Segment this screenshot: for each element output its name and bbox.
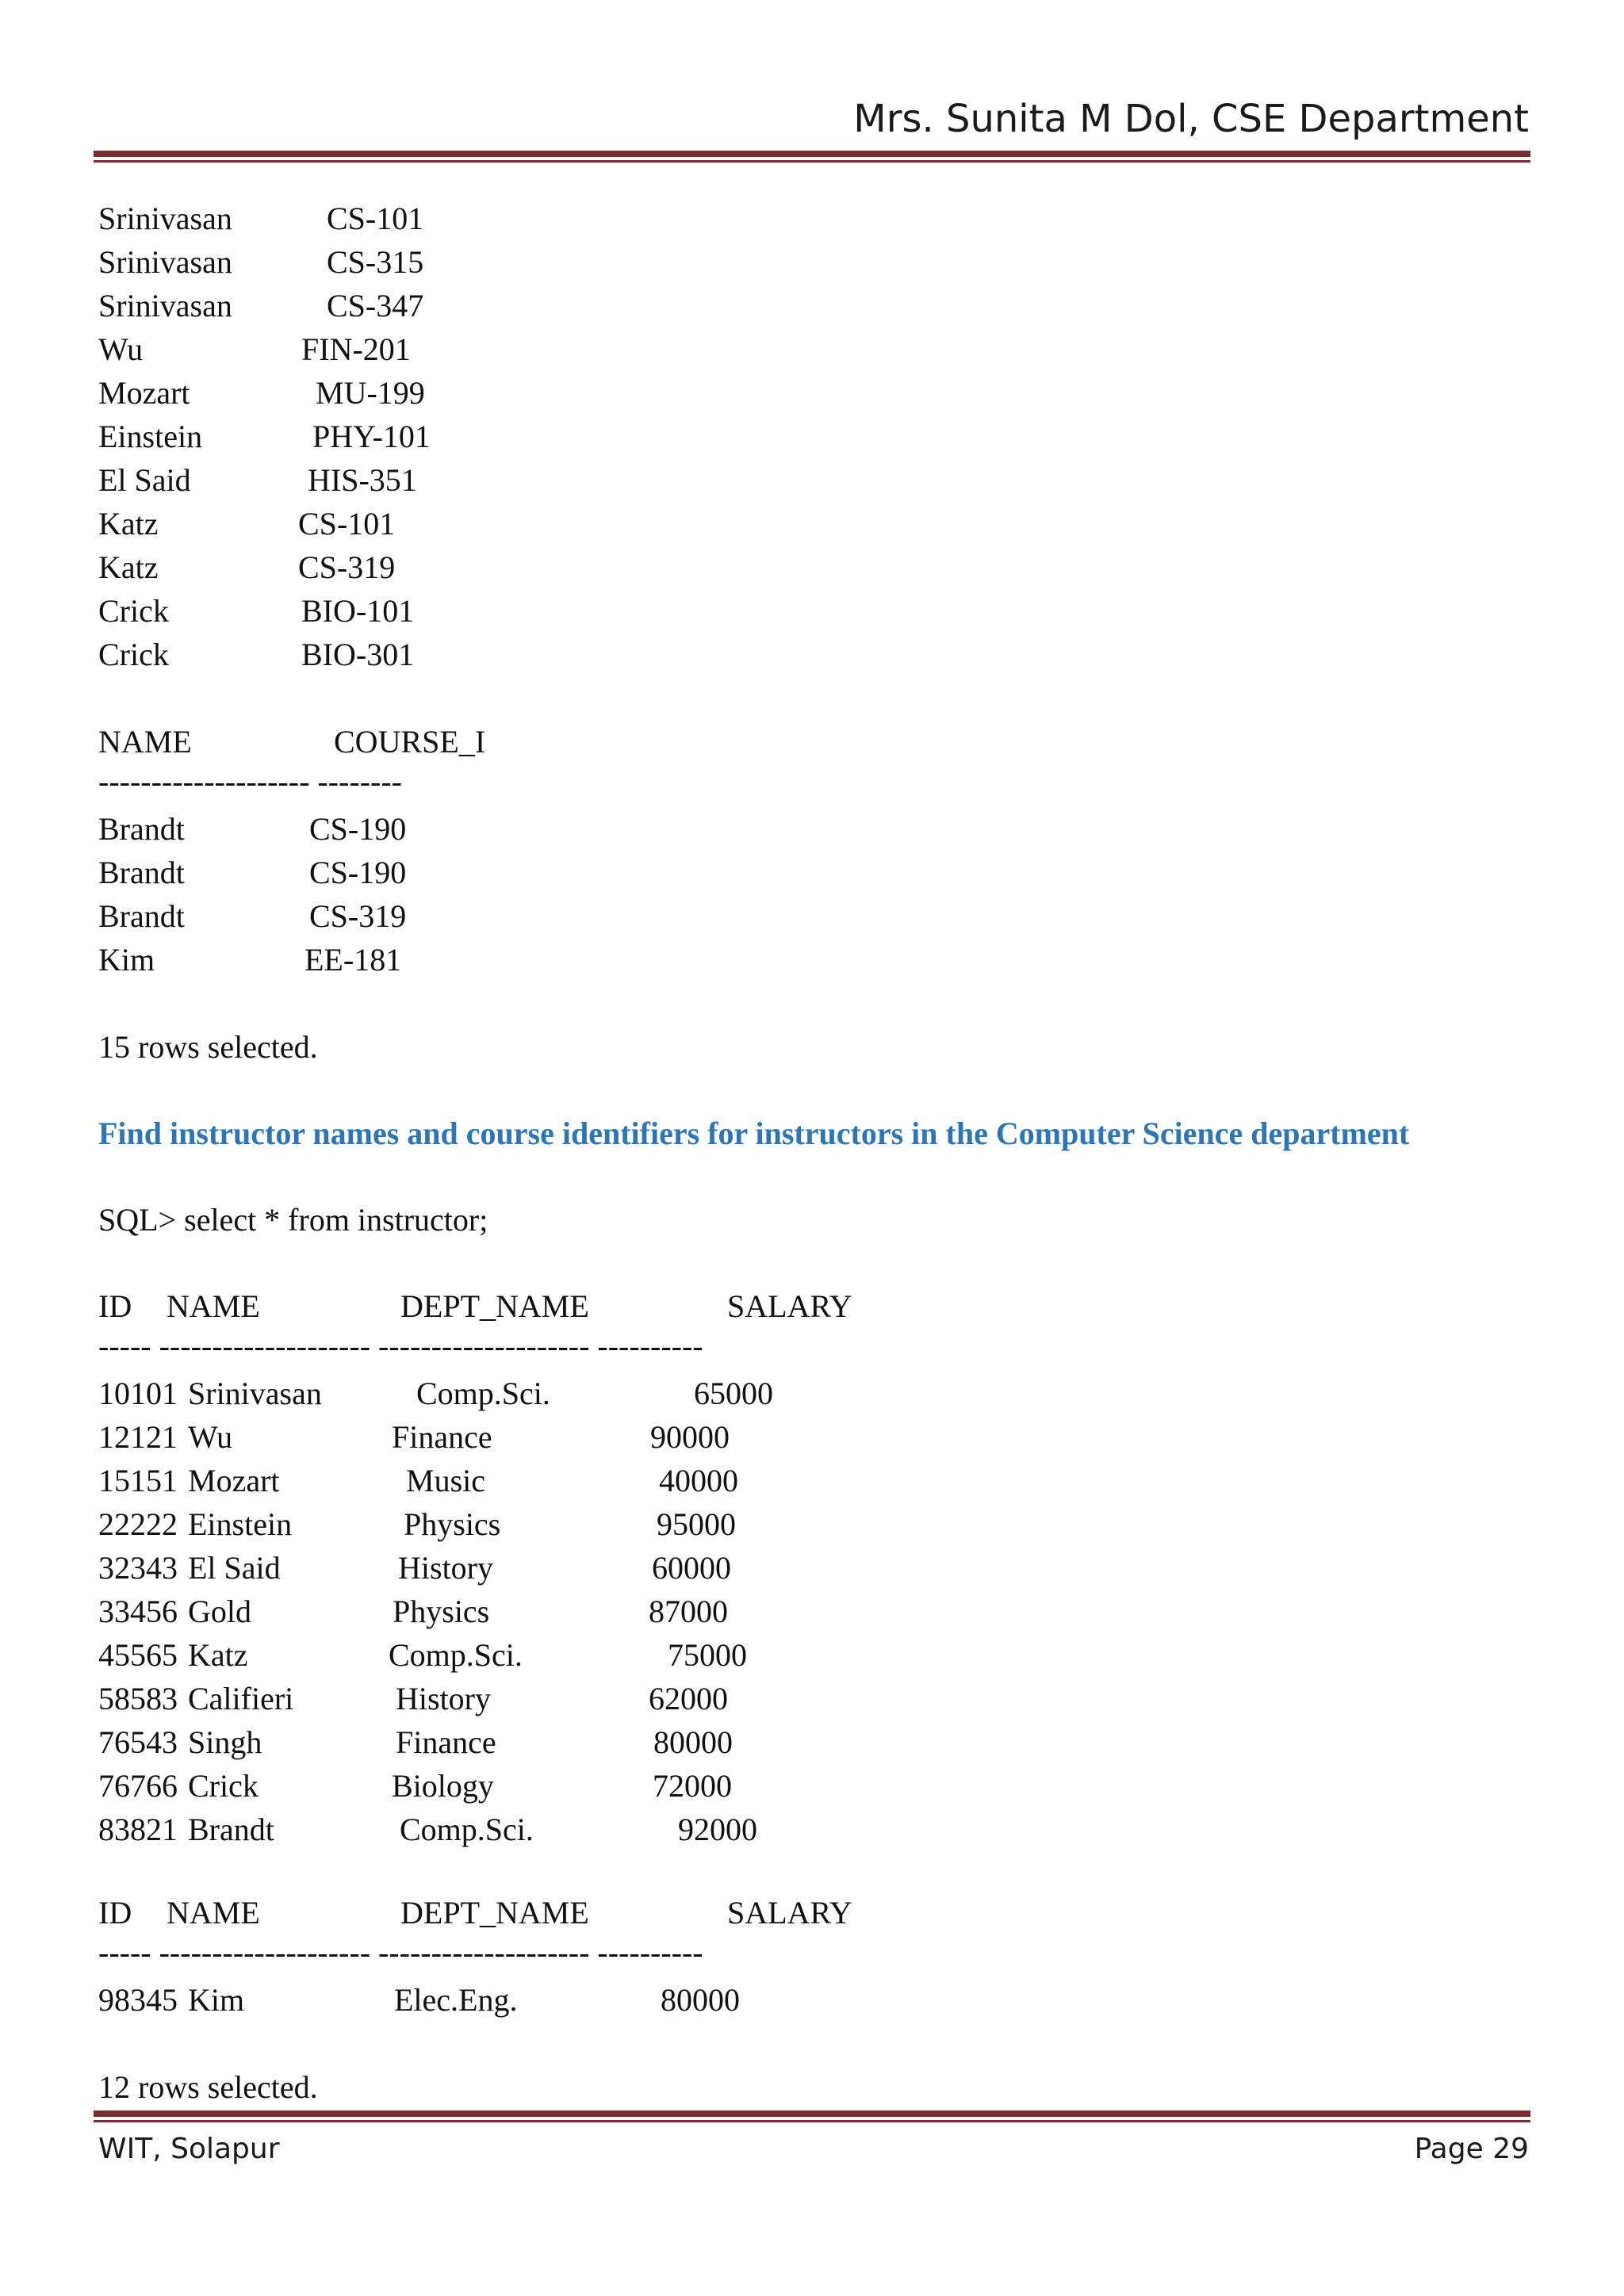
- cell-salary: 60000: [652, 1550, 731, 1586]
- cell-name: Mozart: [188, 1463, 280, 1498]
- cell-name: Brandt: [98, 811, 185, 847]
- cell-course: CS-101: [327, 201, 424, 236]
- cell-name: Wu: [188, 1419, 233, 1455]
- cell-id: 15151: [98, 1463, 178, 1498]
- column-header-name: NAME: [98, 724, 192, 760]
- cell-dept: Comp.Sci.: [400, 1812, 534, 1847]
- cell-dept: Physics: [393, 1594, 490, 1629]
- cell-name: Crick: [98, 593, 169, 629]
- cell-dept: Comp.Sci.: [389, 1637, 523, 1673]
- cell-id: 33456: [98, 1594, 178, 1629]
- cell-dept: Music: [406, 1463, 485, 1498]
- cell-name: Gold: [188, 1594, 251, 1629]
- cell-course: CS-190: [309, 811, 407, 847]
- cell-course: HIS-351: [308, 462, 417, 498]
- footer-rule-thin: [94, 2120, 1530, 2122]
- cell-name: Katz: [188, 1637, 248, 1673]
- cell-salary: 92000: [678, 1812, 757, 1847]
- cell-id: 98345: [98, 1982, 178, 2018]
- cell-course: CS-319: [298, 549, 396, 585]
- footer-rule-thick: [94, 2110, 1530, 2117]
- cell-name: Srinivasan: [188, 1376, 322, 1411]
- cell-name: Singh: [188, 1724, 262, 1760]
- cell-id: 32343: [98, 1550, 178, 1586]
- page-header-title: Mrs. Sunita M Dol, CSE Department: [853, 97, 1529, 141]
- cell-course: FIN-201: [301, 331, 411, 367]
- cell-name: Srinivasan: [98, 244, 232, 280]
- cell-dept: History: [396, 1681, 491, 1716]
- column-header-course-id: COURSE_I: [334, 724, 486, 760]
- cell-name: Brandt: [98, 855, 185, 890]
- cell-salary: 80000: [653, 1724, 733, 1760]
- section-heading: Find instructor names and course identifiers for instructors in the Computer Science department: [98, 1115, 1410, 1151]
- separator-text: ----- -------------------- -------------------- ----------: [98, 1934, 703, 1970]
- cell-salary: 40000: [659, 1463, 738, 1498]
- cell-course: MU-199: [316, 375, 425, 411]
- cell-dept: Biology: [392, 1768, 494, 1804]
- count-text: 12 rows selected.: [98, 2069, 318, 2105]
- cell-dept: Physics: [404, 1506, 501, 1542]
- cell-name: Katz: [98, 506, 159, 541]
- cell-name: Srinivasan: [98, 201, 232, 236]
- separator-text: -------------------- --------: [98, 763, 402, 799]
- cell-name: Einstein: [188, 1506, 293, 1542]
- column-header-dept-name: DEPT_NAME: [400, 1288, 589, 1324]
- count-text: 15 rows selected.: [98, 1029, 318, 1065]
- cell-salary: 65000: [694, 1376, 773, 1411]
- cell-course: BIO-101: [301, 593, 415, 629]
- cell-name: El Said: [98, 462, 191, 498]
- footer-institution: WIT, Solapur: [98, 2133, 280, 2165]
- column-header-id: ID: [98, 1895, 132, 1931]
- cell-course: BIO-301: [301, 637, 415, 672]
- cell-id: 83821: [98, 1812, 178, 1847]
- cell-id: 76766: [98, 1768, 178, 1804]
- column-header-dept-name: DEPT_NAME: [400, 1895, 589, 1931]
- cell-id: 10101: [98, 1376, 178, 1411]
- cell-salary: 72000: [653, 1768, 732, 1804]
- cell-id: 76543: [98, 1724, 178, 1760]
- cell-name: Crick: [98, 637, 169, 672]
- cell-salary: 75000: [668, 1637, 747, 1673]
- query-text: SQL> select * from instructor;: [98, 1202, 488, 1238]
- cell-salary: 80000: [661, 1982, 740, 2018]
- cell-name: Wu: [98, 331, 144, 367]
- cell-course: CS-101: [298, 506, 396, 541]
- cell-salary: 95000: [657, 1506, 736, 1542]
- cell-name: Mozart: [98, 375, 190, 411]
- cell-dept: Finance: [392, 1419, 492, 1455]
- cell-name: Katz: [98, 549, 159, 585]
- cell-id: 58583: [98, 1681, 178, 1716]
- cell-dept: Comp.Sci.: [416, 1376, 550, 1411]
- cell-name: Crick: [188, 1768, 259, 1804]
- column-header-id: ID: [98, 1288, 132, 1324]
- column-header-salary: SALARY: [727, 1288, 852, 1324]
- column-header-name: NAME: [167, 1895, 260, 1931]
- header-rule-thick: [94, 151, 1530, 157]
- cell-name: Kim: [98, 942, 155, 978]
- cell-name: Einstein: [98, 419, 203, 454]
- cell-name: Califieri: [188, 1681, 294, 1716]
- cell-course: CS-315: [327, 244, 424, 280]
- cell-course: CS-319: [309, 898, 407, 934]
- cell-salary: 87000: [649, 1594, 728, 1629]
- cell-id: 12121: [98, 1419, 178, 1455]
- cell-course: PHY-101: [312, 419, 431, 454]
- cell-dept: Finance: [396, 1724, 496, 1760]
- cell-salary: 90000: [650, 1419, 730, 1455]
- separator-text: ----- -------------------- -------------------- ----------: [98, 1328, 703, 1364]
- cell-name: Brandt: [98, 898, 185, 934]
- cell-name: Brandt: [188, 1812, 274, 1847]
- cell-id: 22222: [98, 1506, 178, 1542]
- footer-page-number: Page 29: [1414, 2133, 1529, 2165]
- column-header-salary: SALARY: [727, 1895, 852, 1931]
- cell-name: Srinivasan: [98, 288, 232, 323]
- cell-dept: History: [398, 1550, 493, 1586]
- header-rule-thin: [94, 160, 1530, 163]
- cell-salary: 62000: [649, 1681, 728, 1716]
- cell-course: CS-190: [309, 855, 407, 890]
- cell-course: EE-181: [304, 942, 402, 978]
- cell-name: El Said: [188, 1550, 281, 1586]
- cell-course: CS-347: [327, 288, 424, 323]
- cell-id: 45565: [98, 1637, 178, 1673]
- cell-dept: Elec.Eng.: [394, 1982, 518, 2018]
- cell-name: Kim: [188, 1982, 245, 2018]
- column-header-name: NAME: [167, 1288, 260, 1324]
